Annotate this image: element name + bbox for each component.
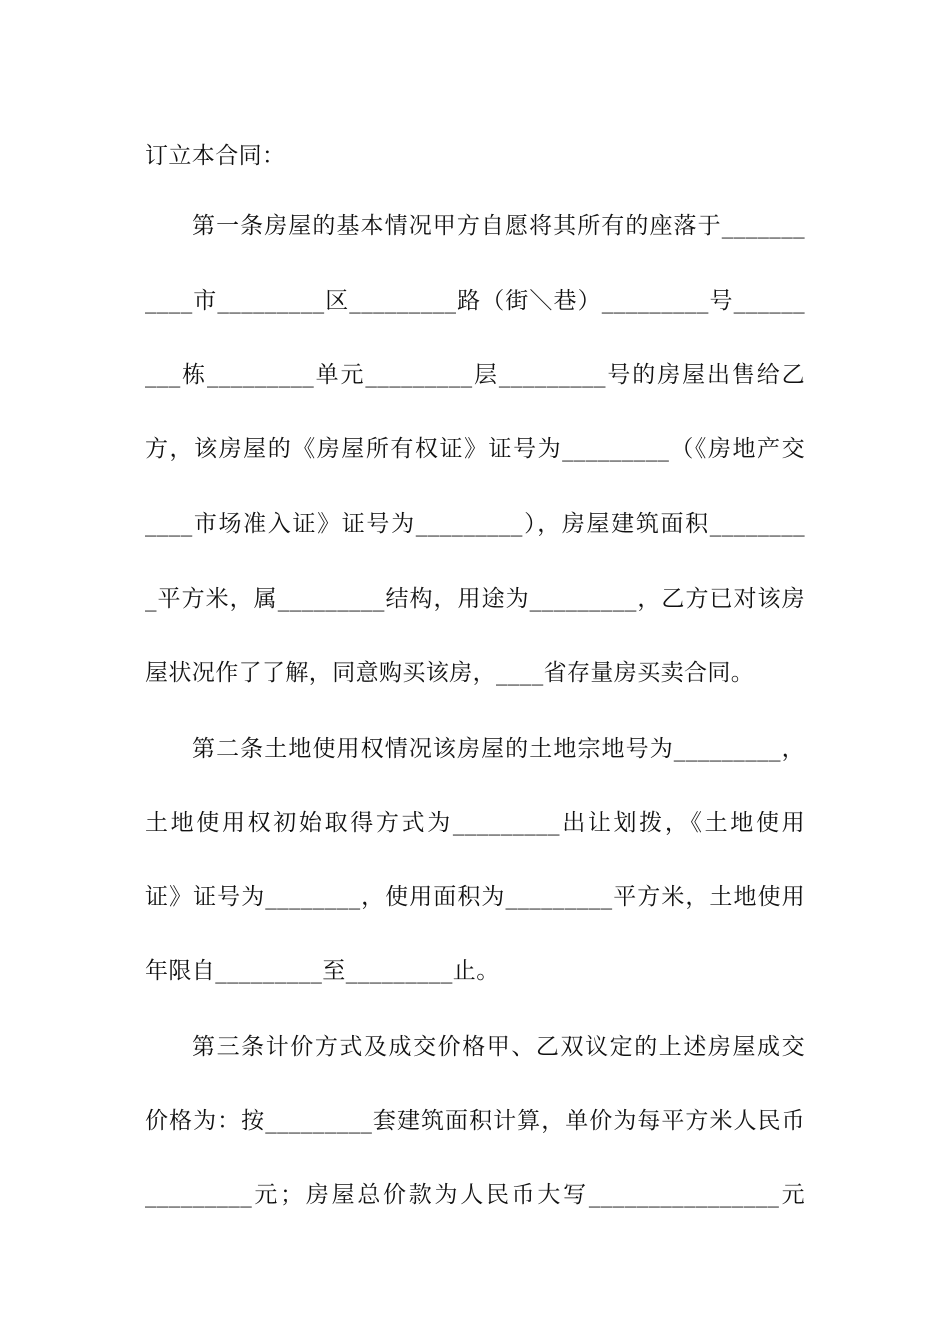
- text-line-5: 方，该房屋的《房屋所有权证》证号为_________（《房地产交: [145, 436, 805, 462]
- text-line-1: 订立本合同：: [145, 143, 286, 169]
- text-line-10: 土地使用权初始取得方式为_________出让划拨，《土地使用: [145, 810, 805, 836]
- text-line-14: 价格为：按_________套建筑面积计算，单价为每平方米人民币: [145, 1108, 805, 1134]
- article-3-heading-line: 第三条计价方式及成交价格甲、乙双议定的上述房屋成交: [192, 1034, 805, 1060]
- text-line-11: 证》证号为________，使用面积为_________平方米，土地使用: [145, 884, 805, 910]
- text-line-15: _________元；房屋总价款为人民币大写________________元: [145, 1182, 805, 1208]
- article-1-heading-line: 第一条房屋的基本情况甲方自愿将其所有的座落于_______: [192, 213, 805, 239]
- text-line-8: 屋状况作了了解，同意购买该房，____省存量房买卖合同。: [145, 660, 755, 686]
- text-line-4: ___栋_________单元_________层_________号的房屋出售给乙: [145, 362, 805, 388]
- text-line-12: 年限自_________至_________止。: [145, 958, 500, 984]
- article-2-heading-line: 第二条土地使用权情况该房屋的土地宗地号为_________，: [192, 736, 805, 762]
- text-line-7: _平方米，属_________结构，用途为_________，乙方已对该房: [145, 586, 805, 612]
- text-line-6: ____市场准入证》证号为_________），房屋建筑面积________: [145, 511, 805, 537]
- text-line-3: ____市_________区_________路（街＼巷）_________号______: [145, 288, 805, 314]
